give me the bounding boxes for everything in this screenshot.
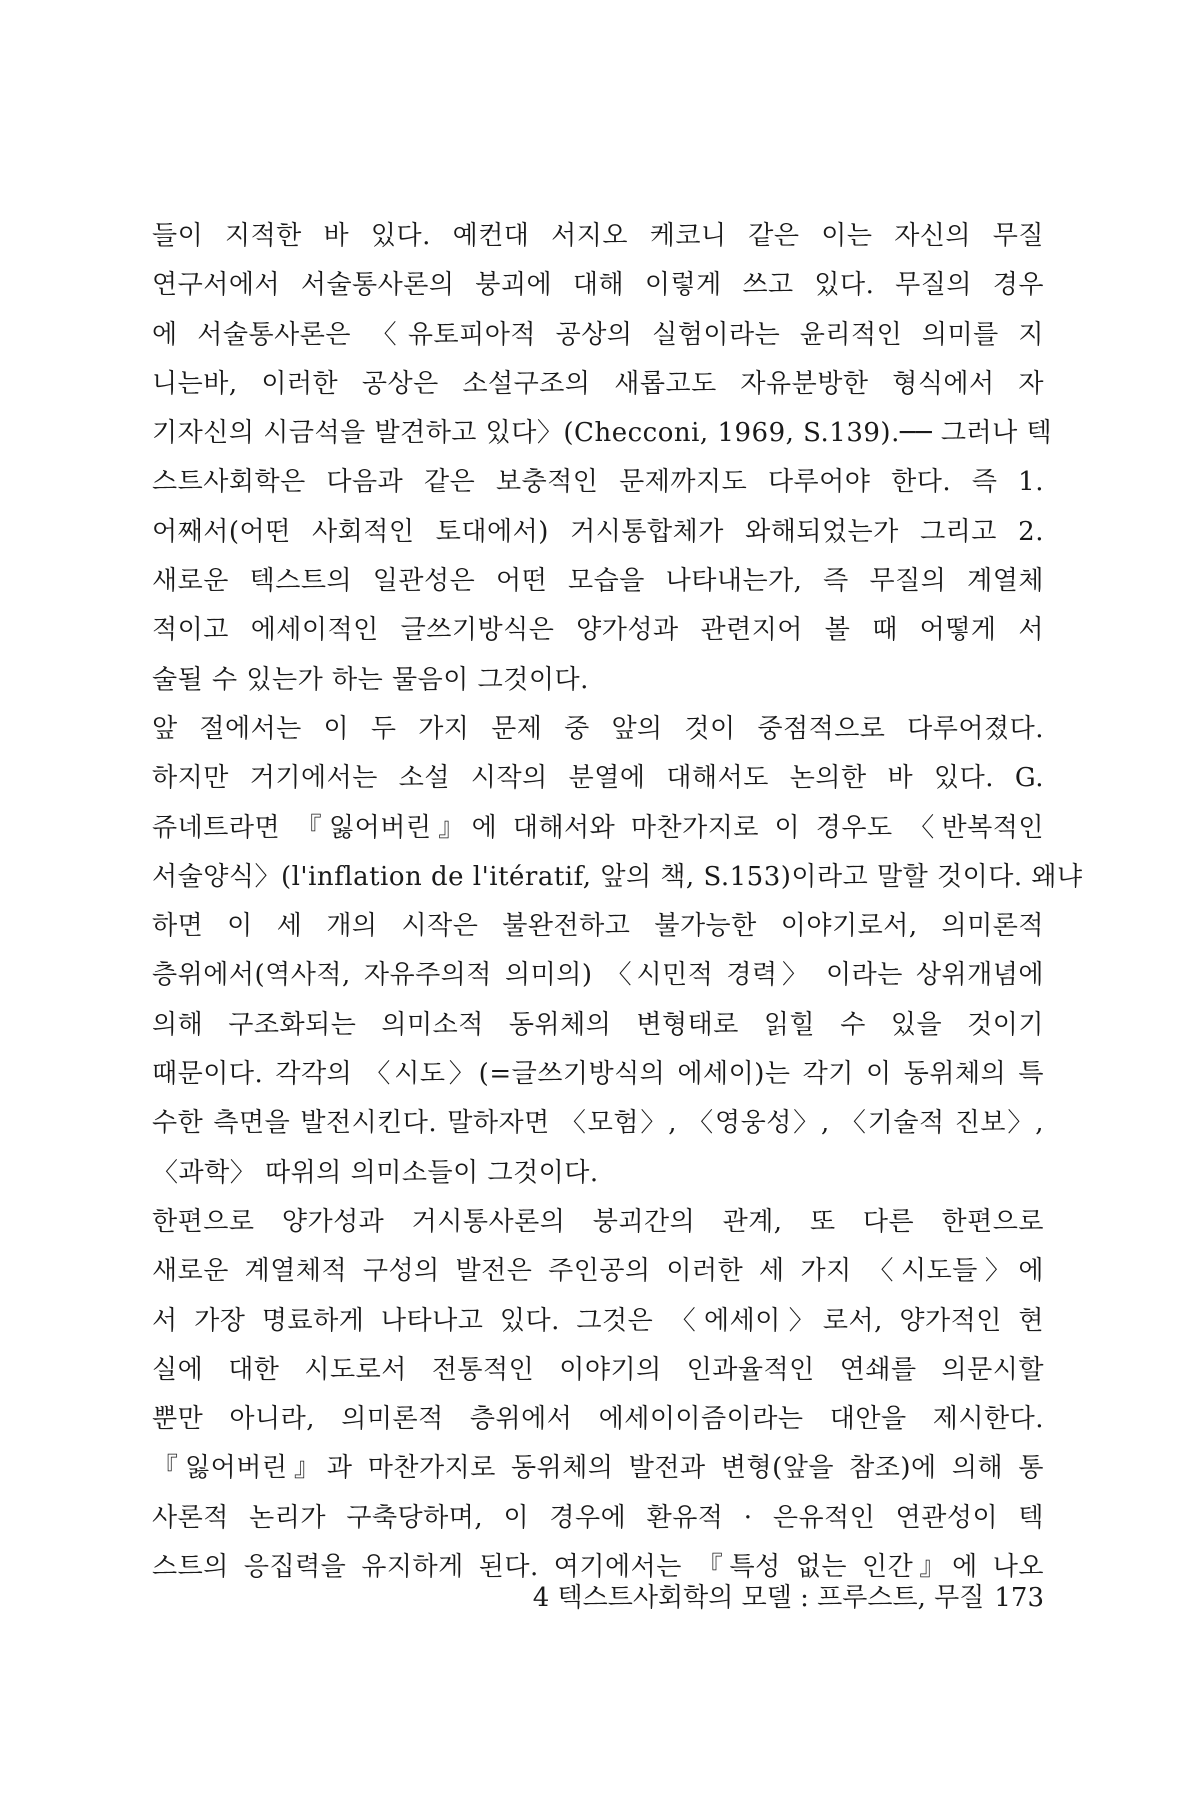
text-line: 적이고 에세이적인 글쓰기방식은 양가성과 관련지어 볼 때 어떻게 서 xyxy=(152,615,1044,646)
running-title: 4 텍스트사회학의 모델 : 프루스트, 무질 xyxy=(532,1583,985,1613)
text-line: 쥬네트라면 『잃어버린』에 대해서와 마찬가지로 이 경우도 〈반복적인 xyxy=(152,812,1044,843)
page-number: 173 xyxy=(994,1583,1044,1613)
paragraph-end-line: 〈과학〉 따위의 의미소들이 그것이다. xyxy=(152,1157,599,1188)
text-line: 하지만 거기에서는 소설 시작의 분열에 대해서도 논의한 바 있다. G. xyxy=(152,763,1044,794)
text-line: 층위에서(역사적, 자유주의적 의미의) 〈시민적 경력〉 이라는 상위개념에 xyxy=(152,960,1044,991)
page-footer xyxy=(530,1578,1044,1618)
text-line: 스트의 응집력을 유지하게 된다. 여기에서는 『특성 없는 인간』에 나오 xyxy=(152,1552,1044,1583)
text-line: 새로운 계열체적 구성의 발전은 주인공의 이러한 세 가지 〈시도들〉에 xyxy=(152,1256,1044,1287)
text-line: 기자신의 시금석을 발견하고 있다〉(Checconi, 1969, S.139).── 그러나 텍 xyxy=(152,418,1053,449)
text-line: 에 서술통사론은 〈유토피아적 공상의 실험이라는 윤리적인 의미를 지 xyxy=(152,319,1044,350)
text-line: 사론적 논리가 구축당하며, 이 경우에 환유적 · 은유적인 연관성이 텍 xyxy=(152,1502,1044,1533)
paragraph-first-line: 한편으로 양가성과 거시통사론의 붕괴간의 관계, 또 다른 한편으로 xyxy=(152,1206,1044,1237)
text-line: 스트사회학은 다음과 같은 보충적인 문제까지도 다루어야 한다. 즉 1. xyxy=(152,467,1044,498)
text-line: 의해 구조화되는 의미소적 동위체의 변형태로 읽힐 수 있을 것이기 xyxy=(152,1009,1044,1040)
body-text xyxy=(152,212,1083,1592)
text-line: 어째서(어떤 사회적인 토대에서) 거시통합체가 와해되었는가 그리고 2. xyxy=(152,516,1044,547)
text-line: 서술양식〉(l'inflation de l'itératif, 앞의 책, S.153)이라고 말할 것이다. 왜냐 xyxy=(152,861,1083,892)
text-line: 뿐만 아니라, 의미론적 층위에서 에세이이즘이라는 대안을 제시한다. xyxy=(152,1404,1044,1435)
text-line: 니는바, 이러한 공상은 소설구조의 새롭고도 자유분방한 형식에서 자 xyxy=(152,368,1044,399)
text-line: 새로운 텍스트의 일관성은 어떤 모습을 나타내는가, 즉 무질의 계열체 xyxy=(152,566,1044,597)
text-line: 서 가장 명료하게 나타나고 있다. 그것은 〈에세이〉로서, 양가적인 현 xyxy=(152,1305,1044,1336)
text-line: 연구서에서 서술통사론의 붕괴에 대해 이렇게 쓰고 있다. 무질의 경우 xyxy=(152,270,1044,301)
text-line: 『잃어버린』과 마찬가지로 동위체의 발전과 변형(앞을 참조)에 의해 통 xyxy=(152,1453,1044,1484)
text-line: 수한 측면을 발전시킨다. 말하자면 〈모험〉, 〈영웅성〉, 〈기술적 진보〉, xyxy=(152,1108,1044,1139)
text-line: 하면 이 세 개의 시작은 불완전하고 불가능한 이야기로서, 의미론적 xyxy=(152,911,1044,942)
paragraph-end-line: 술될 수 있는가 하는 물음이 그것이다. xyxy=(152,664,589,695)
text-line: 들이 지적한 바 있다. 예컨대 서지오 케코니 같은 이는 자신의 무질 xyxy=(152,221,1044,251)
text-line: 때문이다. 각각의 〈시도〉(=글쓰기방식의 에세이)는 각기 이 동위체의 특 xyxy=(152,1059,1044,1090)
paragraph-first-line: 앞 절에서는 이 두 가지 문제 중 앞의 것이 중점적으로 다루어졌다. xyxy=(152,713,1044,744)
text-line: 실에 대한 시도로서 전통적인 이야기의 인과율적인 연쇄를 의문시할 xyxy=(152,1354,1044,1385)
